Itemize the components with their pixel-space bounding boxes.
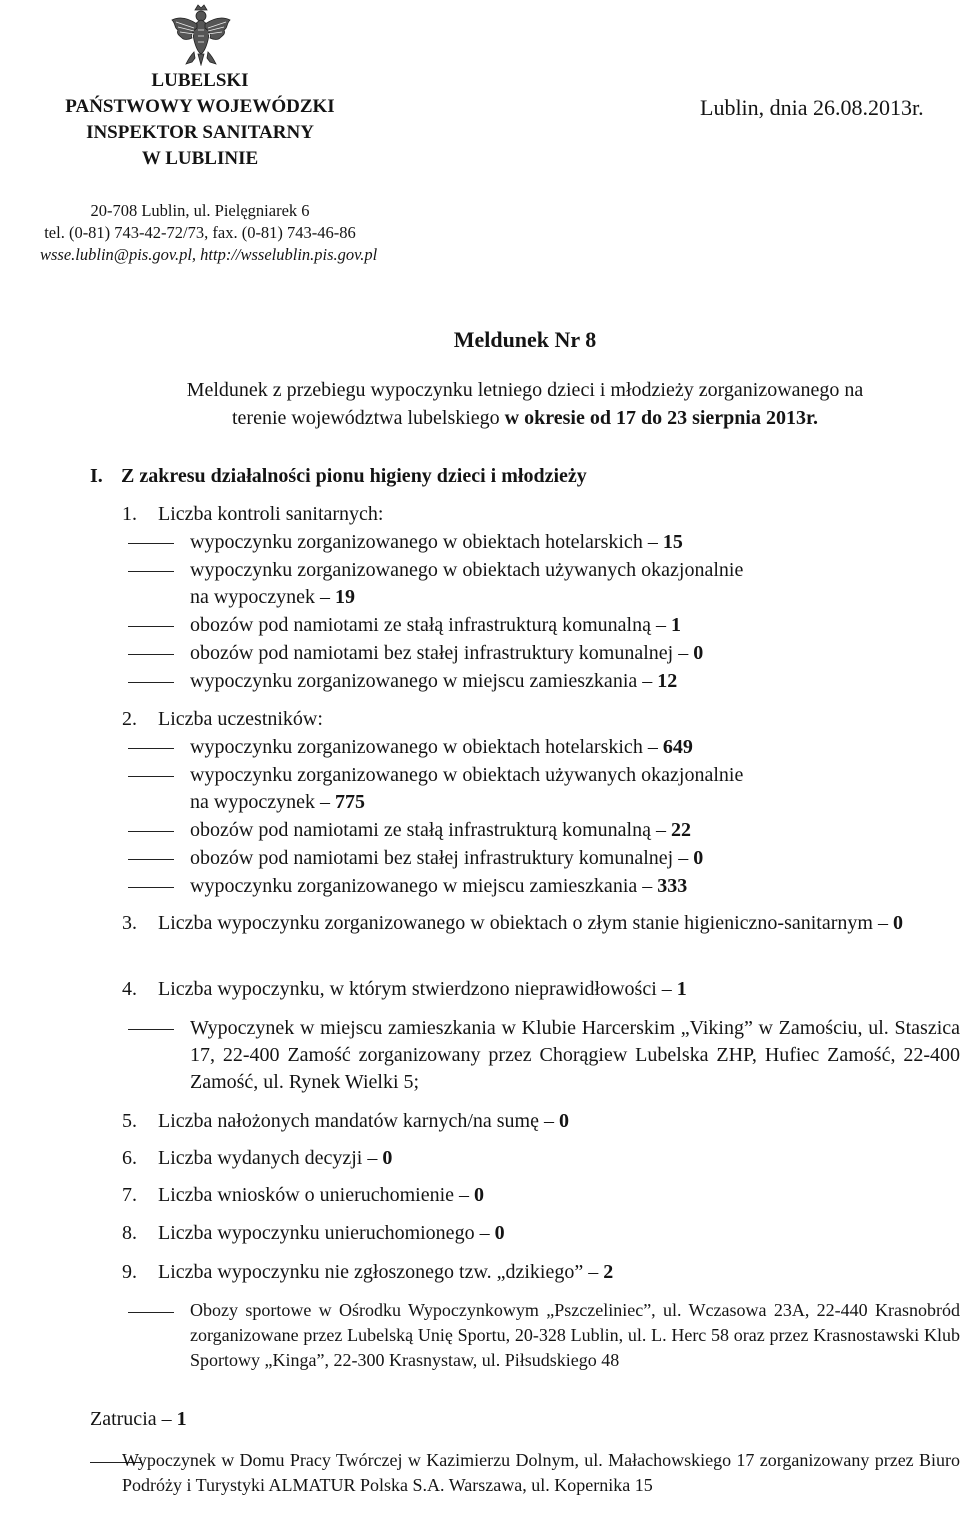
address-line: 20-708 Lublin, ul. Pielęgniarek 6 (90, 201, 310, 220)
document-date: Lublin, dnia 26.08.2013r. (700, 95, 924, 120)
bullet-dash (128, 571, 174, 572)
item-value: 12 (657, 670, 678, 692)
item-text: Liczba nałożonych mandatów karnych/na sumę – 0 (158, 1110, 569, 1132)
list-item: wypoczynku zorganizowanego w obiektach hotelarskich – 15 (190, 531, 683, 553)
item-value: 2 (603, 1261, 614, 1283)
contact-phone-line: tel. (0-81) 743-42-72/73, fax. (0-81) 743-46-86 (44, 223, 356, 242)
item-label: Liczba uczestników: (158, 708, 323, 730)
item-detail: Wypoczynek w miejscu zamieszkania w Klubie Harcerskim „Viking” w Zamościu, ul. Staszica 17, 22-400 Zamość zorganizowany przez Chorągiew Lubelska ZHP, Hufiec Zamość, 22-400 Zamość, ul. Rynek Wielki 5; (190, 1017, 960, 1093)
document-title: Meldunek Nr 8 (453, 327, 597, 352)
item-value: 775 (334, 791, 365, 813)
item-value: 0 (494, 1222, 505, 1244)
section-number: I. (90, 465, 103, 487)
bullet-dash (128, 831, 174, 832)
item-value: 0 (558, 1110, 569, 1132)
item-text: Liczba wydanych decyzji – 0 (158, 1147, 393, 1169)
bullet-dash (128, 654, 174, 655)
bullet-dash (128, 887, 174, 888)
bullet-dash (128, 1029, 174, 1030)
item-detail: Obozy sportowe w Ośrodku Wypoczynkowym „Pszczeliniec”, ul. Wczasowa 23A, 22-440 Krasnobród zorganizowane przez Lubelską Unię Sportu, 20-328 Lublin, ul. L. Herc 58 oraz przez Krasnostawski Klub Sportowy „Kinga”, 22-300 Krasnystaw, ul. Piłsudskiego 48 (190, 1300, 960, 1370)
institution-name (40, 68, 360, 172)
list-item: obozów pod namiotami ze stałą infrastrukturą komunalną – 1 (190, 614, 681, 636)
section-title: Z zakresu działalności pionu higieny dzieci i młodzieży (121, 465, 587, 487)
item-value: 15 (662, 531, 683, 553)
list-item: obozów pod namiotami bez stałej infrastruktury komunalnej – 0 (190, 642, 704, 664)
list-item: obozów pod namiotami ze stałą infrastrukturą komunalną – 22 (190, 819, 691, 841)
item-value: 333 (657, 875, 688, 897)
item-label: Liczba kontroli sanitarnych: (158, 503, 384, 525)
item-text: Liczba wypoczynku, w którym stwierdzono nieprawidłowości – 1 (158, 978, 687, 1000)
bullet-dash (128, 543, 174, 544)
item-value: 0 (474, 1184, 485, 1206)
institution-line: PAŃSTWOWY WOJEWÓDZKI (65, 96, 335, 117)
subtitle-period: w okresie od 17 do 23 sierpnia 2013r. (504, 407, 819, 429)
list-item-continuation: na wypoczynek – 19 (190, 586, 355, 608)
list-item: obozów pod namiotami bez stałej infrastruktury komunalnej – 0 (190, 847, 704, 869)
item-number: 1. (122, 503, 137, 525)
subtitle-region: terenie województwa lubelskiego (231, 407, 505, 429)
item-value: 649 (662, 736, 693, 758)
item-value: 1 (670, 614, 681, 636)
item-number: 3. (122, 912, 137, 934)
item-value: 0 (892, 912, 903, 934)
list-item: wypoczynku zorganizowanego w miejscu zamieszkania – 333 (190, 875, 688, 897)
poisoning-detail: Wypoczynek w Domu Pracy Twórczej w Kazimierzu Dolnym, ul. Małachowskiego 17 zorganizowany przez Biuro Podróży i Turystyki ALMATUR Polska S.A. Warszawa, ul. Kopernika 15 (122, 1450, 960, 1495)
list-item: wypoczynku zorganizowanego w miejscu zamieszkania – 12 (190, 670, 678, 692)
item-value: 1 (676, 978, 687, 1000)
section-heading (90, 465, 587, 488)
item-number: 9. (122, 1261, 137, 1283)
bullet-dash (128, 776, 174, 777)
list-item: wypoczynku zorganizowanego w obiektach używanych okazjonalnie (190, 764, 744, 786)
polish-eagle-emblem-icon (168, 2, 234, 66)
item-value: 0 (693, 847, 704, 869)
bullet-dash (128, 748, 174, 749)
bullet-dash (128, 626, 174, 627)
contact-email-web-line: wsse.lublin@pis.gov.pl, http://wsselublin.pis.gov.pl (40, 245, 378, 264)
subtitle-line-1: Meldunek z przebiegu wypoczynku letniego dzieci i młodzieży zorganizowanego na (186, 379, 864, 401)
bullet-dash (128, 682, 174, 683)
poisoning-count: Zatrucia – 1 (90, 1408, 187, 1430)
bullet-dash (128, 859, 174, 860)
list-item: wypoczynku zorganizowanego w obiektach używanych okazjonalnie (190, 559, 744, 581)
item-number: 4. (122, 978, 137, 1000)
list-item: wypoczynku zorganizowanego w obiektach hotelarskich – 649 (190, 736, 693, 758)
bullet-dash (128, 1312, 174, 1313)
item-text: Liczba wypoczynku zorganizowanego w obiektach o złym stanie higieniczno-sanitarnym – 0 (158, 912, 903, 934)
item-number: 2. (122, 708, 137, 730)
list-item-continuation: na wypoczynek – 775 (190, 791, 365, 813)
item-value: 0 (693, 642, 704, 664)
item-text: Liczba wypoczynku nie zgłoszonego tzw. „dzikiego” – 2 (158, 1261, 614, 1283)
item-text: Liczba wypoczynku unieruchomionego – 0 (158, 1222, 505, 1244)
item-number: 7. (122, 1184, 137, 1206)
institution-address (40, 200, 378, 266)
item-number: 6. (122, 1147, 137, 1169)
subtitle-line-2 (0, 404, 960, 432)
institution-line: INSPEKTOR SANITARNY (86, 122, 314, 143)
institution-line: W LUBLINIE (141, 148, 259, 169)
document-subtitle (0, 376, 960, 432)
item-number: 8. (122, 1222, 137, 1244)
item-value: 0 (382, 1147, 393, 1169)
item-text: Liczba wniosków o unieruchomienie – 0 (158, 1184, 485, 1206)
item-value: 1 (176, 1408, 187, 1430)
item-value: 19 (334, 586, 355, 608)
item-number: 5. (122, 1110, 137, 1132)
item-value: 22 (670, 819, 691, 841)
institution-line: LUBELSKI (151, 70, 249, 91)
